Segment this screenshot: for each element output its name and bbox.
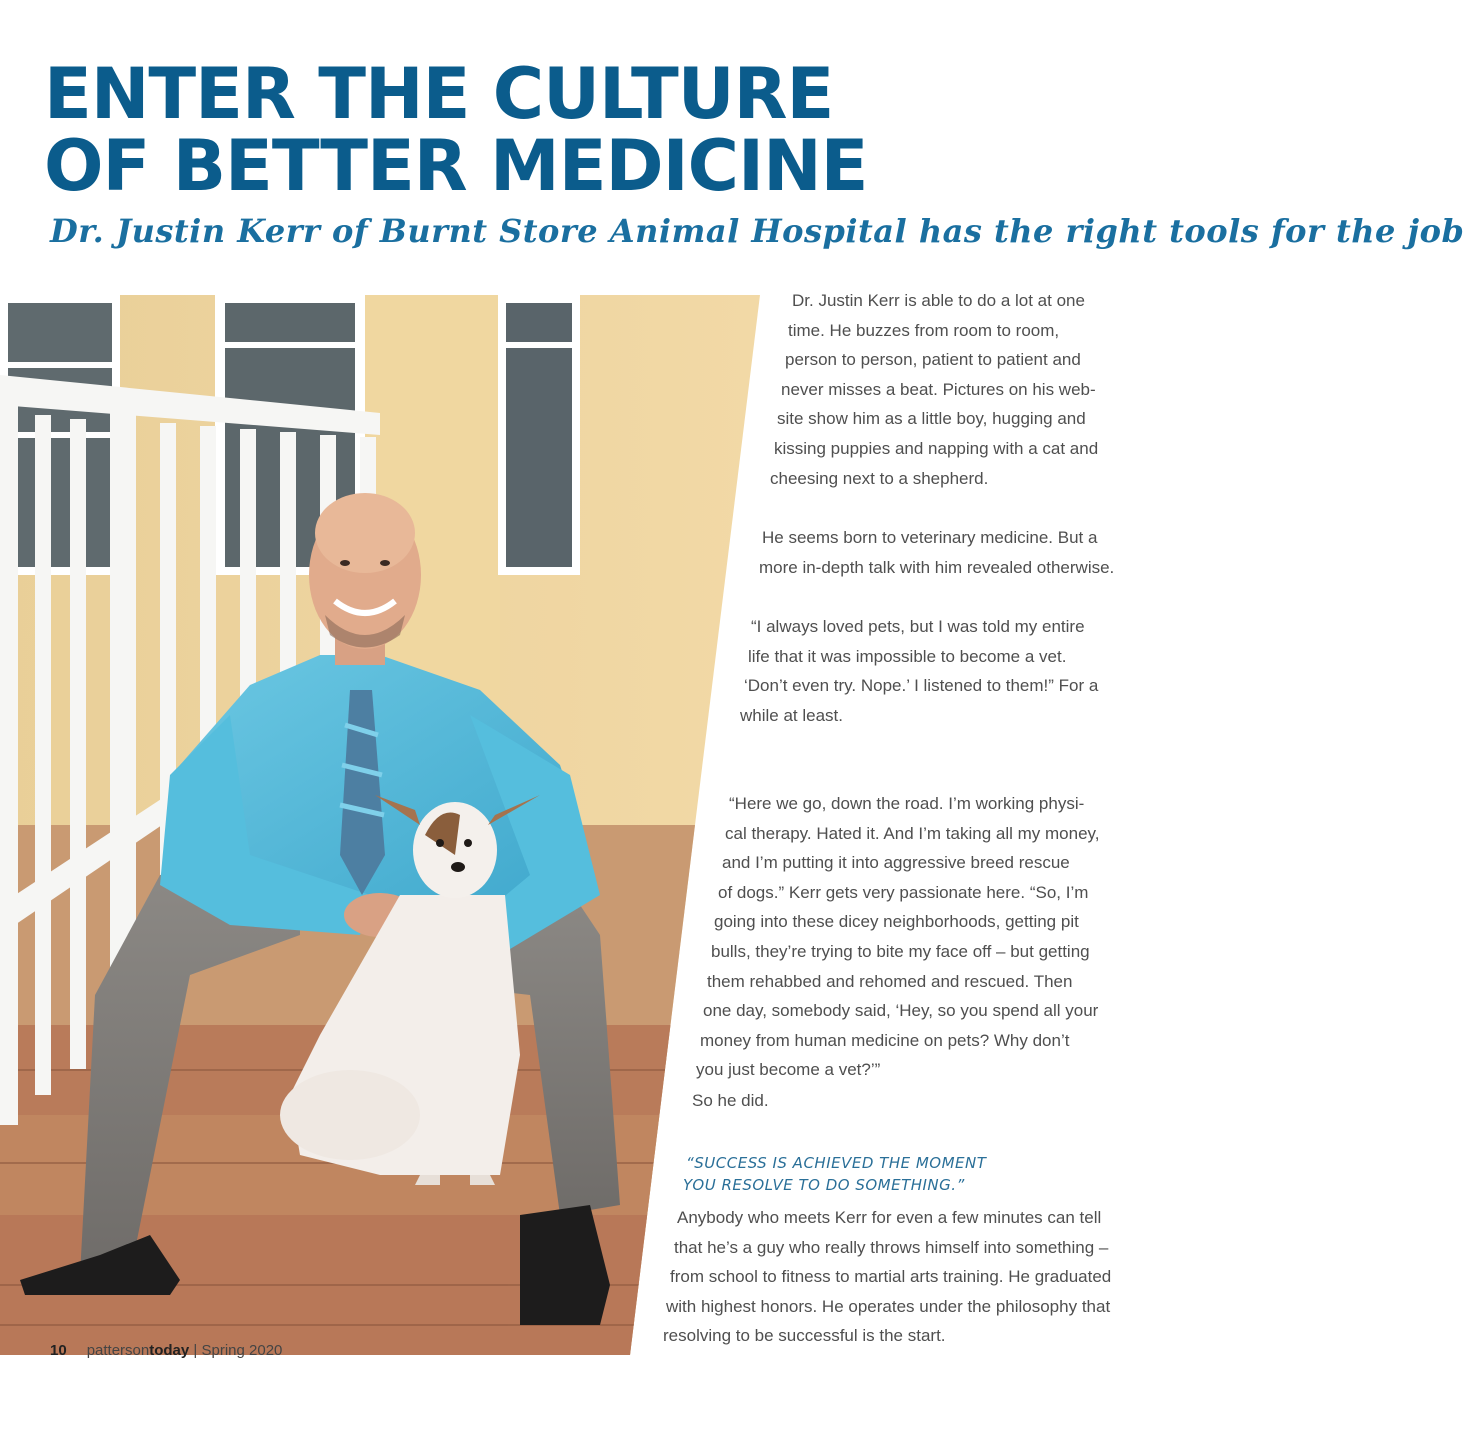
article-line: Anybody who meets Kerr for even a few minutes can tell: [677, 1208, 1102, 1227]
article-line: cheesing next to a shepherd.: [770, 468, 989, 488]
page-footer: [50, 1342, 282, 1359]
pull-quote-line: YOU RESOLVE TO DO SOMETHING.”: [683, 1176, 965, 1194]
article-line: money from human medicine on pets? Why don’t: [700, 1030, 1070, 1050]
article-line: bulls, they’re trying to bite my face off – but getting: [711, 942, 1090, 961]
article-line: more in-depth talk with him revealed otherwise.: [759, 557, 1115, 577]
article-line: that he’s a guy who really throws himself into something –: [674, 1237, 1109, 1257]
article-line: So he did.: [692, 1091, 769, 1110]
brand-name-light: patterson: [86, 1342, 150, 1359]
headline: [44, 53, 868, 207]
article-line: “Here we go, down the road. I’m working physi-: [729, 794, 1085, 813]
pull-quote-line: “SUCCESS IS ACHIEVED THE MOMENT: [686, 1154, 987, 1172]
article-line: with highest honors. He operates under the philosophy that: [666, 1296, 1111, 1316]
article-line: “I always loved pets, but I was told my entire: [751, 617, 1085, 636]
article-line: ‘Don’t even try. Nope.’ I listened to them!” For a: [744, 676, 1099, 696]
article-line: life that it was impossible to become a vet.: [748, 646, 1067, 666]
article-line: He seems born to veterinary medicine. But a: [762, 528, 1098, 547]
window-right: [498, 295, 580, 575]
article-line: cal therapy. Hated it. And I’m taking all my money,: [725, 823, 1100, 843]
article-line: person to person, patient to patient and: [785, 350, 1081, 370]
article-line: you just become a vet?’”: [696, 1060, 881, 1080]
brand-name-bold: today: [149, 1342, 190, 1359]
article-line: them rehabbed and rehomed and rescued. Then: [707, 971, 1073, 991]
article-line: going into these dicey neighborhoods, getting pit: [714, 912, 1079, 932]
article-line: Dr. Justin Kerr is able to do a lot at one: [792, 291, 1085, 310]
article-line: time. He buzzes from room to room,: [788, 320, 1060, 340]
headline-line-2: OF BETTER MEDICINE: [44, 125, 868, 207]
issue-date: | Spring 2020: [189, 1342, 283, 1359]
article-line: and I’m putting it into aggressive breed rescue: [722, 853, 1070, 873]
article-line: never misses a beat. Pictures on his web-: [781, 379, 1096, 399]
article-line: of dogs.” Kerr gets very passionate here. “So, I’m: [718, 882, 1089, 902]
photo-man-with-dog: [0, 295, 760, 1355]
subheadline: Dr. Justin Kerr of Burnt Store Animal Hospital has the right tools for the job: [50, 212, 1464, 250]
article-line: kissing puppies and napping with a cat and: [774, 439, 1099, 458]
article-line: while at least.: [740, 705, 843, 725]
article-line: from school to fitness to martial arts training. He graduated: [670, 1267, 1112, 1287]
article-line: one day, somebody said, ‘Hey, so you spend all your: [703, 1001, 1099, 1021]
article-line: resolving to be successful is the start.: [663, 1326, 946, 1346]
page-number: 10: [50, 1342, 67, 1359]
headline-line-1: ENTER THE CULTURE: [44, 53, 834, 135]
article-line: site show him as a little boy, hugging and: [777, 409, 1086, 429]
